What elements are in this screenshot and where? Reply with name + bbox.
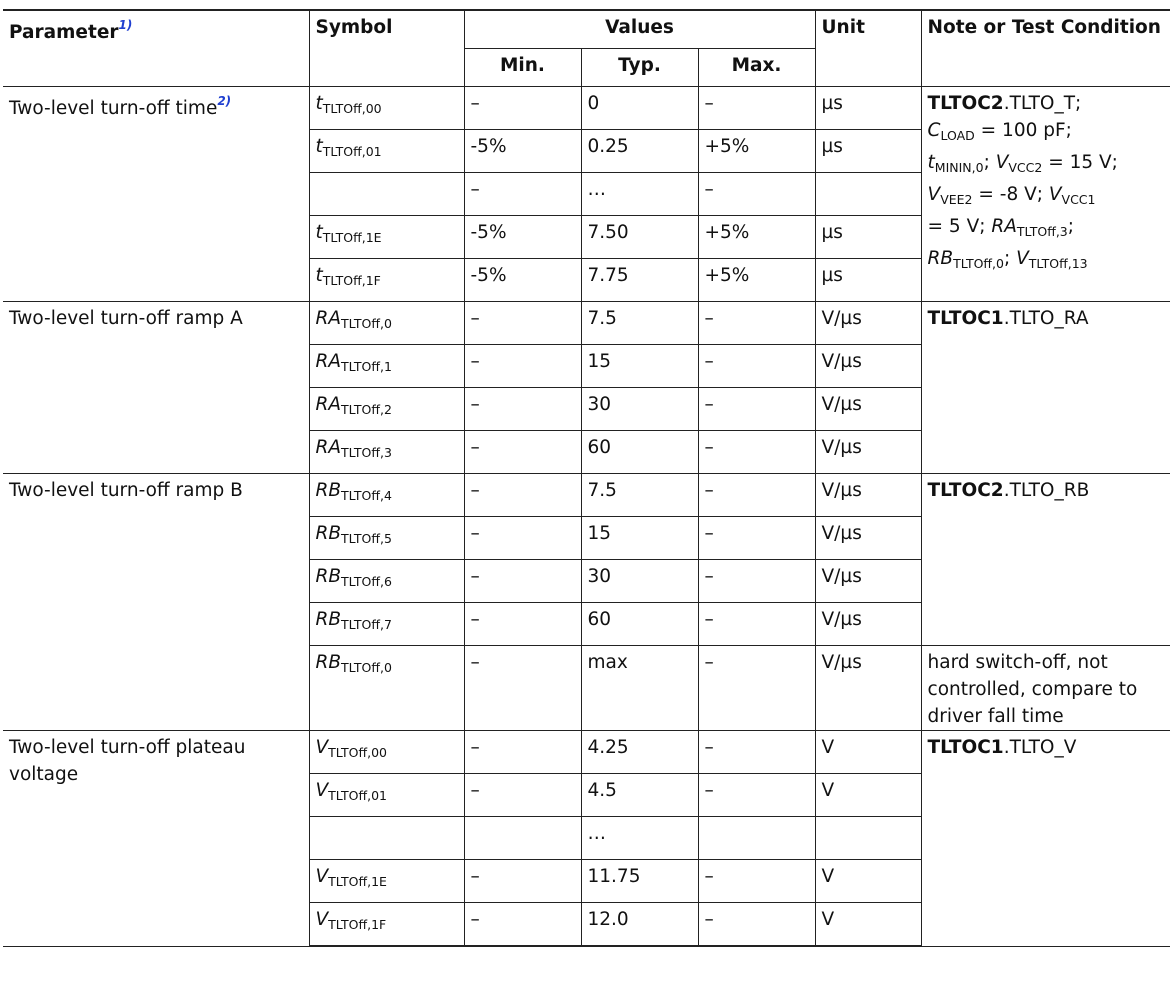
typ-value: 0.25 [581,130,698,173]
register-field: .TLTO_RB [1003,480,1090,501]
max-value: +5% [698,216,815,259]
symbol-subscript: TLTOff,5 [341,531,392,546]
symbol-cell [309,345,464,388]
symbol-subscript: TLTOff,1E [322,230,382,245]
symbol-subscript: TLTOff,1F [328,917,387,932]
condition-variable: V [1048,184,1062,205]
min-value: – [464,87,581,130]
symbol-subscript: TLTOff,2 [341,402,392,417]
symbol-cell [309,173,464,216]
note-cell [921,474,1170,646]
condition-value: = 5 V; [927,216,992,237]
unit-value: µs [815,216,921,259]
max-value: – [698,860,815,903]
min-value: – [464,431,581,474]
typ-value: 15 [581,345,698,388]
symbol-cell [309,903,464,947]
symbol-cell [309,774,464,817]
footnote-link[interactable]: 2) [217,94,232,108]
min-value: – [464,646,581,731]
note-cell [921,302,1170,474]
unit-value: V/µs [815,603,921,646]
max-value: – [698,603,815,646]
condition-separator: ; [1067,216,1074,237]
typ-value: 12.0 [581,903,698,947]
typ-value: 30 [581,388,698,431]
condition-value: = -8 V; [972,184,1049,205]
symbol-cell [309,388,464,431]
header-note: Note or Test Condition [921,10,1170,87]
unit-value [815,173,921,216]
symbol-subscript: TLTOff,6 [341,574,392,589]
condition-variable: RA [991,216,1017,237]
typ-value: 60 [581,603,698,646]
typ-value: 11.75 [581,860,698,903]
symbol-variable: t [315,222,323,243]
condition-subscript: LOAD [940,128,975,143]
unit-value: V/µs [815,302,921,345]
register-field: .TLTO_V [1003,737,1077,758]
symbol-cell [309,560,464,603]
symbol-cell [309,603,464,646]
condition-variable: V [927,184,941,205]
condition-subscript: MININ,0 [934,160,984,175]
condition-value: = 15 V; [1042,152,1118,173]
table-row [3,87,1170,130]
table-row [3,302,1170,345]
typ-value: … [581,173,698,216]
symbol-subscript: TLTOff,3 [341,445,392,460]
symbol-variable: V [315,866,329,887]
min-value: – [464,388,581,431]
min-value: – [464,345,581,388]
symbol-variable: RA [315,394,342,415]
table-row [3,474,1170,517]
symbol-variable: V [315,737,329,758]
typ-value: 4.5 [581,774,698,817]
header-symbol: Symbol [309,10,464,87]
typ-value: 7.75 [581,259,698,302]
min-value: – [464,173,581,216]
typ-value: 60 [581,431,698,474]
min-value: -5% [464,259,581,302]
table-row [3,731,1170,774]
symbol-cell [309,431,464,474]
unit-value: V/µs [815,646,921,731]
max-value: – [698,173,815,216]
symbol-subscript: TLTOff,1F [322,273,381,288]
min-value: – [464,560,581,603]
unit-value: V [815,903,921,947]
symbol-cell [309,87,464,130]
typ-value: 4.25 [581,731,698,774]
min-value [464,817,581,860]
note-cell [921,87,1170,302]
symbol-subscript: TLTOff,01 [328,788,388,803]
max-value: – [698,431,815,474]
condition-separator: ; [983,152,996,173]
symbol-subscript: TLTOff,0 [341,316,392,331]
unit-value: V/µs [815,560,921,603]
header-values: Values [464,10,815,49]
typ-value: 0 [581,87,698,130]
min-value: -5% [464,216,581,259]
typ-value: 15 [581,517,698,560]
min-value: – [464,860,581,903]
condition-subscript: VCC1 [1061,192,1096,207]
table-header [3,10,1170,87]
min-value: – [464,302,581,345]
symbol-variable: t [315,93,323,114]
condition-variable: RB [927,248,954,269]
typ-value: 7.5 [581,302,698,345]
parameter-name: Two-level turn-off time [9,98,218,120]
symbol-cell [309,517,464,560]
parameter-cell [3,302,309,474]
header-min: Min. [464,49,581,87]
typ-value: 30 [581,560,698,603]
condition-variable: V [1016,248,1029,269]
unit-value: µs [815,259,921,302]
min-value: -5% [464,130,581,173]
condition-variable: C [927,120,941,141]
unit-value: V/µs [815,388,921,431]
header-max: Max. [698,49,815,87]
symbol-variable: t [315,265,323,286]
register-name: TLTOC2 [927,480,1004,501]
condition-variable: V [995,152,1009,173]
symbol-variable: RA [315,308,342,329]
parameter-cell [3,731,309,947]
symbol-cell [309,474,464,517]
max-value: – [698,517,815,560]
symbol-variable: RB [315,480,342,501]
register-name: TLTOC2 [927,93,1004,114]
symbol-subscript: TLTOff,00 [328,745,388,760]
unit-value: V/µs [815,474,921,517]
unit-value: V [815,860,921,903]
symbol-variable: RB [315,652,342,673]
symbol-variable: RB [315,566,342,587]
typ-value: 7.50 [581,216,698,259]
max-value: +5% [698,259,815,302]
register-name: TLTOC1 [927,308,1004,329]
note-cell [921,731,1170,947]
condition-separator: ; [1003,248,1017,269]
condition-subscript: TLTOff,13 [1028,256,1088,271]
max-value: +5% [698,130,815,173]
unit-value: V/µs [815,431,921,474]
unit-value: µs [815,130,921,173]
min-value: – [464,517,581,560]
max-value: – [698,345,815,388]
max-value [698,817,815,860]
register-field: .TLTO_RA [1003,308,1089,329]
parameter-cell [3,474,309,731]
symbol-subscript: TLTOff,00 [322,101,382,116]
condition-subscript: VEE2 [940,192,973,207]
symbol-variable: RA [315,351,342,372]
symbol-subscript: TLTOff,4 [341,488,392,503]
symbol-cell [309,130,464,173]
condition-variable: t [927,152,935,173]
header-parameter: Parameter$^{1)}$ [3,10,309,87]
register-field: .TLTO_T; [1003,93,1082,114]
symbol-variable: RA [315,437,342,458]
min-value: – [464,774,581,817]
symbol-subscript: TLTOff,1 [341,359,392,374]
table-body [3,87,1170,947]
unit-value: V/µs [815,517,921,560]
max-value: – [698,646,815,731]
symbol-subscript: TLTOff,01 [322,144,382,159]
symbol-cell [309,817,464,860]
symbol-subscript: TLTOff,7 [341,617,392,632]
symbol-cell [309,860,464,903]
min-value: – [464,903,581,947]
parameter-cell [3,87,309,302]
max-value: – [698,731,815,774]
parameter-name: Two-level turn-off plateau voltage [9,737,246,785]
typ-value: … [581,817,698,860]
condition-value: = 100 pF; [974,120,1072,141]
min-value: – [464,731,581,774]
typ-value: max [581,646,698,731]
symbol-variable: t [315,136,323,157]
unit-value: V/µs [815,345,921,388]
condition-subscript: TLTOff,0 [953,256,1004,271]
symbol-cell [309,259,464,302]
min-value: – [464,474,581,517]
max-value: – [698,302,815,345]
symbol-variable: V [315,780,329,801]
symbol-variable: V [315,909,329,930]
header-unit: Unit [815,10,921,87]
parameter-name: Two-level turn-off ramp B [9,480,243,501]
parameter-name: Two-level turn-off ramp A [9,308,243,329]
symbol-cell [309,646,464,731]
unit-value: V [815,774,921,817]
symbol-variable: RB [315,523,342,544]
note-cell: hard switch-off, not controlled, compare to driver fall time [921,646,1170,731]
register-name: TLTOC1 [927,737,1004,758]
max-value: – [698,87,815,130]
condition-subscript: TLTOff,3 [1016,224,1068,239]
max-value: – [698,560,815,603]
header-typ: Typ. [581,49,698,87]
max-value: – [698,474,815,517]
electrical-characteristics-table [3,9,1170,947]
symbol-cell [309,302,464,345]
symbol-subscript: TLTOff,1E [328,874,387,889]
typ-value: 7.5 [581,474,698,517]
min-value: – [464,603,581,646]
max-value: – [698,903,815,947]
unit-value [815,817,921,860]
symbol-cell [309,731,464,774]
unit-value: V [815,731,921,774]
symbol-cell [309,216,464,259]
symbol-subscript: TLTOff,0 [341,660,392,675]
symbol-variable: RB [315,609,342,630]
max-value: – [698,388,815,431]
max-value: – [698,774,815,817]
unit-value: µs [815,87,921,130]
condition-subscript: VCC2 [1008,160,1043,175]
footnote-link[interactable]: 1) [118,18,133,32]
